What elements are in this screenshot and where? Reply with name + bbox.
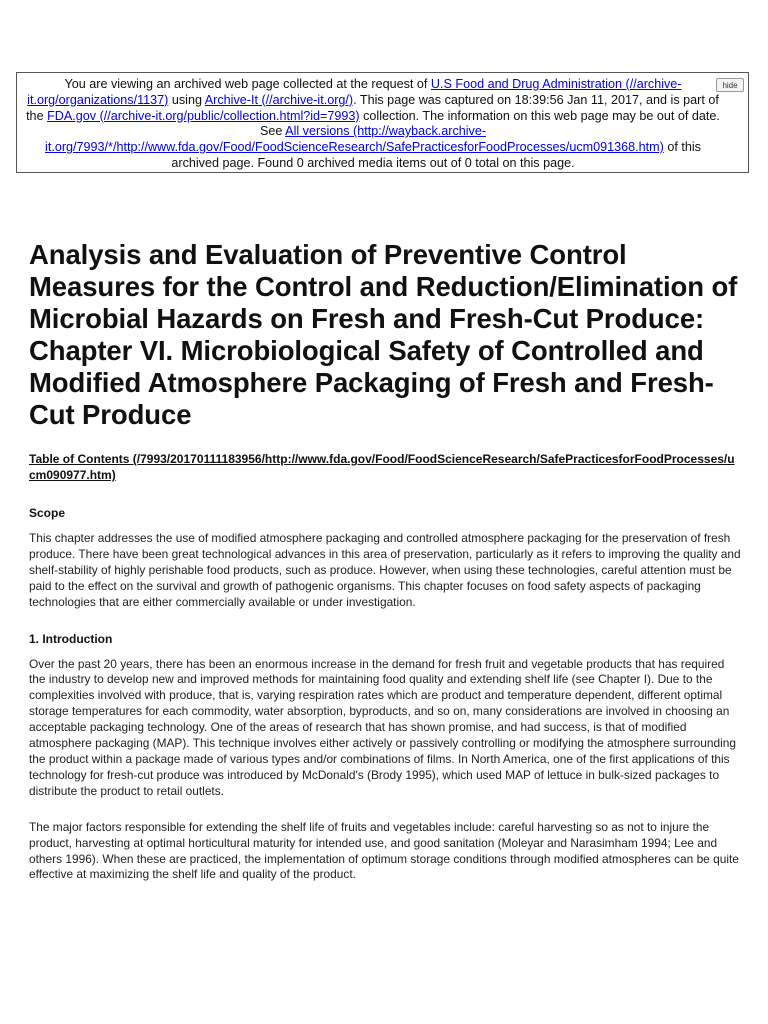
hide-banner-button[interactable]: hide	[716, 78, 744, 92]
table-of-contents	[29, 451, 741, 483]
scope-paragraph: This chapter addresses the use of modified atmosphere packaging and controlled atmosphere packaging for the preservation of fresh produce. There have been great technological advances in this area of preservation, particularly as it refers to improving the quality and shelf-stability of highly perishable food products, such as produce. However, when using these technologies, careful attention must be paid to the effect on the survival and growth of pathogenic organisms. This chapter focuses on food safety aspects of packaging technologies that are either commercially available or under investigation.	[29, 531, 741, 609]
introduction-paragraph-2: The major factors responsible for extending the shelf life of fruits and vegetables include: careful harvesting so as not to injure the product, harvesting at optimal horticultural maturity for intended use, and good sanitation (Moleyar and Narasimham 1994; Lee and others 1996). When these are practiced, the implementation of optimum storage conditions through modified atmospheres can be quite effective at maximizing the shelf life and quality of the product.	[29, 819, 739, 882]
banner-text-segment: of this archived page. Found 0 archived media items out of 0 total on this page.	[171, 140, 701, 170]
archive-banner-text	[25, 77, 721, 172]
page-title: Analysis and Evaluation of Preventive Control Measures for the Control and Reduction/Elimination of Microbial Hazards on Fresh and Fresh-Cut Produce: Chapter VI. Microbiological Safety of Controlled and Modified Atmosphere Packaging of Fresh and Fresh-Cut Produce	[29, 239, 738, 430]
main-content	[29, 239, 741, 903]
introduction-heading: 1. Introduction	[29, 631, 113, 646]
archive-it-link[interactable]: Archive-It (//archive-it.org/)	[204, 92, 354, 107]
agency-link[interactable]: U.S Food and Drug Administration (//archive-it.org/organizations/1137)	[27, 77, 682, 107]
all-versions-link[interactable]: All versions (http://wayback.archive-it.org/7993/*/http://www.fda.gov/Food/FoodScienceResearch/SafePracticesforFoodProcesses/ucm091368.htm)	[45, 124, 664, 155]
archive-banner	[16, 72, 749, 173]
scope-heading: Scope	[29, 506, 66, 520]
introduction-paragraph-1: Over the past 20 years, there has been an enormous increase in the demand for fresh fruit and vegetable products that has required the industry to develop new and improved methods for maintaining food quality and extending shelf life (see Chapter I). Due to the complexities involved with produce, that is, varying respiration rates which are product and temperature dependent, different optimal storage temperatures for each commodity, water absorption, byproducts, and so on, many considerations are involved in choosing an acceptable packaging technology. One of the areas of research that has shown promise, and had success, is that of modified atmosphere packaging (MAP). This technique involves either actively or passively controlling or modifying the atmosphere surrounding the product within a package made of various types and/or combinations of films. In North America, one of the first applications of this technology for fresh-cut produce was introduced by McDonald's (Brody 1995), which used MAP of lettuce in bulk-sized packages to distribute the product to retail outlets.	[29, 656, 736, 798]
banner-text-segment: collection. The information on this web page may be out of date. See	[259, 108, 720, 139]
collection-link[interactable]: FDA.gov (//archive-it.org/public/collection.html?id=7993)	[47, 108, 360, 123]
banner-text-segment: . This page was captured on 18:39:56 Jan 11, 2017, and is part of the	[26, 92, 719, 123]
banner-text-segment: using	[168, 92, 205, 107]
table-of-contents-link[interactable]: Table of Contents (/7993/20170111183956/http://www.fda.gov/Food/FoodScienceResearch/SafePracticesforFoodProcesses/ucm090977.htm)	[29, 452, 735, 482]
banner-text-segment: You are viewing an archived web page collected at the request of	[64, 77, 431, 91]
